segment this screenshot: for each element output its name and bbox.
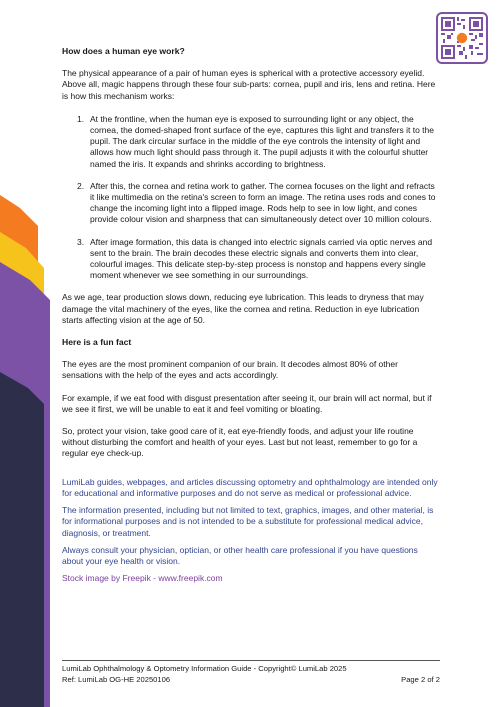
footer-copyright: LumiLab Ophthalmology & Optometry Information Guide - Copyright© LumiLab 2025 bbox=[62, 664, 347, 673]
heading-fun-fact: Here is a fun fact bbox=[62, 337, 132, 348]
list-item-text: At the frontline, when the human eye is exposed to surrounding light or any object, the cornea, the domed-shaped front surface of the eye, captures this light and transfers it to the pupil. The dark circular surface in the middle of the eye controls the intensity of light and allows how much light should pass through it. The pupil adjusts it with the colourful shutter named the iris. It expands and shrinks according to brightness. bbox=[90, 113, 434, 169]
stock-image-credit[interactable]: Stock image by Freepik - www.freepik.com bbox=[62, 573, 223, 584]
list-number: 2. bbox=[77, 180, 85, 191]
fact-paragraph-2: For example, if we eat food with disgust presentation after seeing it, our brain will act normal, but if we see it first, we will be unable to eat it and feel vomiting or bloating. bbox=[62, 392, 432, 414]
main-content bbox=[62, 46, 440, 584]
decorative-stripes bbox=[0, 0, 60, 707]
list-item bbox=[62, 237, 440, 282]
aging-paragraph: As we age, tear production slows down, reducing eye lubrication. This leads to dryness that may damage the vital machinery of the eyes, like the cornea and retina. Reduction in eye lubrication starts affecting vision at the age of 50. bbox=[62, 292, 424, 325]
steps-list bbox=[62, 114, 440, 282]
page-footer bbox=[62, 660, 440, 685]
list-number: 1. bbox=[77, 113, 85, 124]
page-number: Page 2 of 2 bbox=[401, 674, 440, 684]
fact-paragraph-3: So, protect your vision, take good care of it, eat eye-friendly foods, and adjust your life routine without disturbing the comfort and health of your eyes. Last but not least, remember to go for a regular eye check-up. bbox=[62, 426, 418, 459]
disclaimer-paragraph-2: The information presented, including but not limited to text, graphics, images, and other material, is for informational purposes and is not intended to be a substitute for professional medical advice, diagnosis, or treatment. bbox=[62, 505, 434, 538]
list-item-text: After this, the cornea and retina work to gather. The cornea focuses on the light and refracts it like multimedia on the retina's screen to form an image. The retina uses rods and cones to change the incoming light into a flipped image. Rods help to see in low light, and cones provide colour vision and sharpness that can simultaneously detect over 10 million colours. bbox=[90, 180, 436, 225]
footer-reference: Ref: LumiLab OG-HE 20250106 bbox=[62, 674, 171, 684]
list-item bbox=[62, 181, 440, 226]
list-item-text: After image formation, this data is changed into electric signals carried via optic nerves and sent to the brain. The brain decodes these electric signals and converts them into clear, colourful images. This delicate step-by-step process is nonstop and happens every single moment whenever we see something in our surroundings. bbox=[90, 236, 433, 281]
heading-how-eye-works: How does a human eye work? bbox=[62, 46, 185, 56]
qr-code-icon bbox=[436, 12, 488, 64]
fact-paragraph-1: The eyes are the most prominent companion of our brain. It decodes almost 80% of other sensations with the help of the eyes and acts accordingly. bbox=[62, 359, 398, 381]
list-number: 3. bbox=[77, 236, 85, 247]
list-item bbox=[62, 114, 440, 170]
intro-paragraph: The physical appearance of a pair of human eyes is spherical with a protective accessory eyelid. Above all, magic happens through these four sub-parts: cornea, pupil and iris, lens and retina. Here is how this mechanism works: bbox=[62, 68, 436, 101]
disclaimer-paragraph-3: Always consult your physician, optician, or other health care professional if you have questions about your eye health or vision. bbox=[62, 544, 418, 566]
disclaimer-paragraph-1: LumiLab guides, webpages, and articles discussing optometry and ophthalmology are intended only for educational and informative purposes and do not serve as medical or professional advice. bbox=[62, 476, 438, 498]
